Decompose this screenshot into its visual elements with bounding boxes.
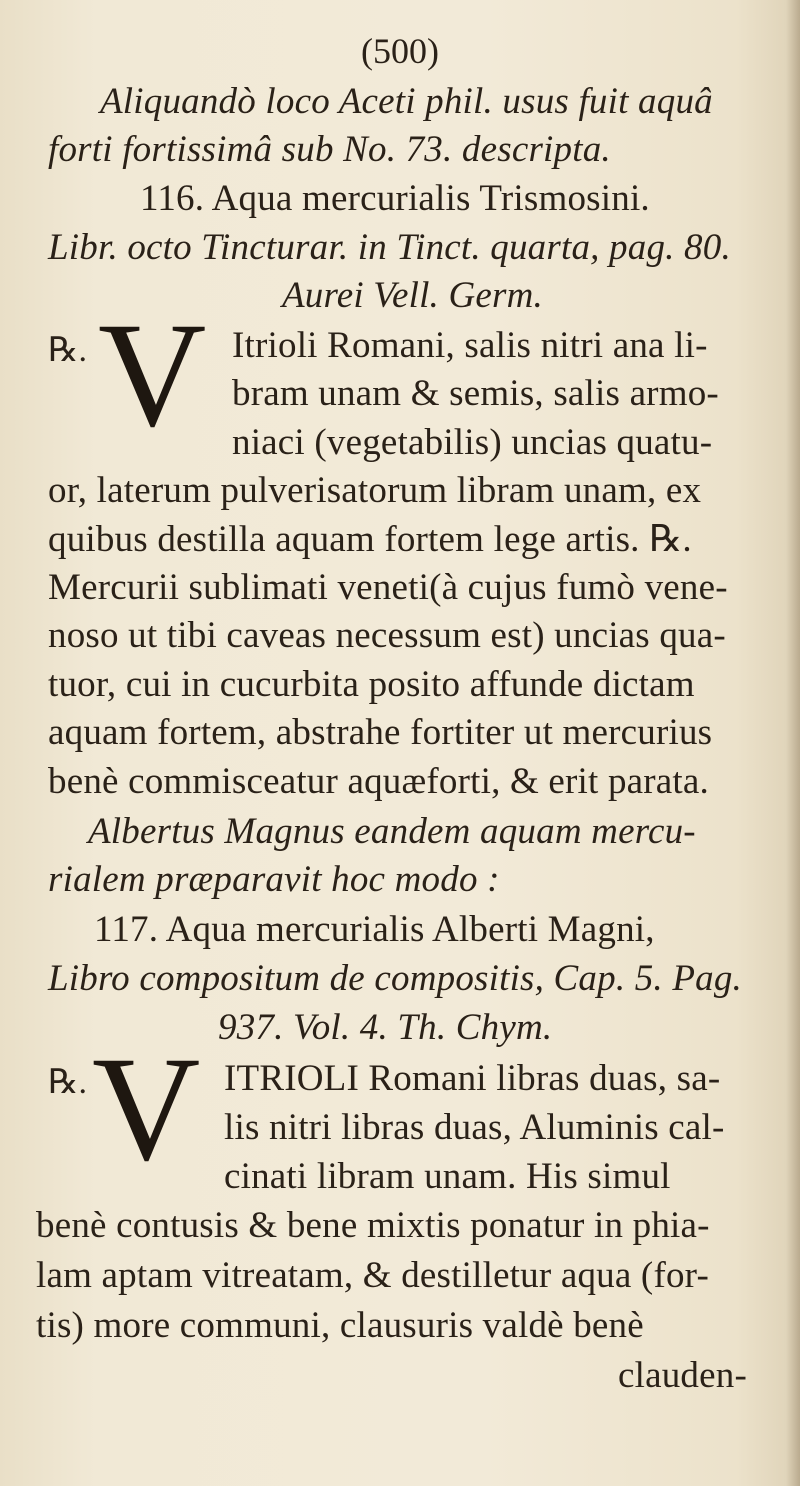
drop-cap-v-1: V bbox=[98, 292, 207, 458]
text-line-11: Mercurii sublimati veneti(à cujus fumò vene- bbox=[48, 567, 728, 608]
text-line-12: noso ut tibi caveas necessum est) uncias qua- bbox=[48, 615, 726, 656]
text-line-7: bram unam & semis, salis armo- bbox=[232, 373, 719, 414]
drop-cap-v-2: V bbox=[92, 1026, 201, 1192]
recipe-mark-1: ℞. bbox=[48, 332, 87, 369]
source-line-116a: Libr. octo Tincturar. in Tinct. quarta, pag. 80. bbox=[48, 227, 731, 268]
text-line-1: Aliquandò loco Aceti phil. usus fuit aquâ bbox=[100, 81, 713, 122]
text-line-8: niaci (vegetabilis) uncias quatu- bbox=[232, 422, 713, 463]
text-line-26: tis) more communi, clausuris valdè benè bbox=[36, 1305, 644, 1346]
text-line-25: lam aptam vitreatam, & destilletur aqua (for- bbox=[36, 1255, 709, 1296]
text-line-16: Albertus Magnus eandem aquam mercu- bbox=[88, 811, 696, 852]
source-line-117b: 937. Vol. 4. Th. Chym. bbox=[218, 1007, 553, 1048]
page-number: (500) bbox=[361, 31, 439, 71]
text-line-9: or, laterum pulverisatorum libram unam, ex bbox=[48, 470, 702, 511]
text-line-10: quibus destilla aquam fortem lege artis. ℞. bbox=[48, 519, 692, 560]
heading-117: 117. Aqua mercurialis Alberti Magni, bbox=[94, 909, 655, 950]
source-line-116b: Aurei Vell. Germ. bbox=[282, 275, 543, 316]
text-line-15: benè commisceatur aquæforti, & erit parata. bbox=[48, 761, 709, 802]
text-line-21: ITRIOLI Romani libras duas, sa- bbox=[224, 1058, 721, 1099]
text-line-23: cinati libram unam. His simul bbox=[224, 1156, 671, 1197]
text-line-22: lis nitri libras duas, Aluminis cal- bbox=[224, 1107, 725, 1148]
recipe-mark-2: ℞. bbox=[48, 1064, 87, 1101]
text-line-2: forti fortissimâ sub No. 73. descripta. bbox=[48, 129, 611, 170]
heading-116: 116. Aqua mercurialis Trismosini. bbox=[140, 178, 650, 219]
text-line-24: benè contusis & bene mixtis ponatur in phia- bbox=[36, 1205, 710, 1246]
text-line-17: rialem præparavit hoc modo : bbox=[48, 859, 500, 900]
source-line-117a: Libro compositum de compositis, Cap. 5. Pag. bbox=[48, 958, 742, 999]
text-line-6: Itrioli Romani, salis nitri ana li- bbox=[232, 325, 708, 366]
catchword: clauden- bbox=[618, 1355, 747, 1396]
text-line-13: tuor, cui in cucurbita posito affunde dictam bbox=[48, 664, 695, 705]
page-edge-shadow bbox=[786, 0, 800, 1486]
text-line-14: aquam fortem, abstrahe fortiter ut mercurius bbox=[48, 712, 713, 753]
